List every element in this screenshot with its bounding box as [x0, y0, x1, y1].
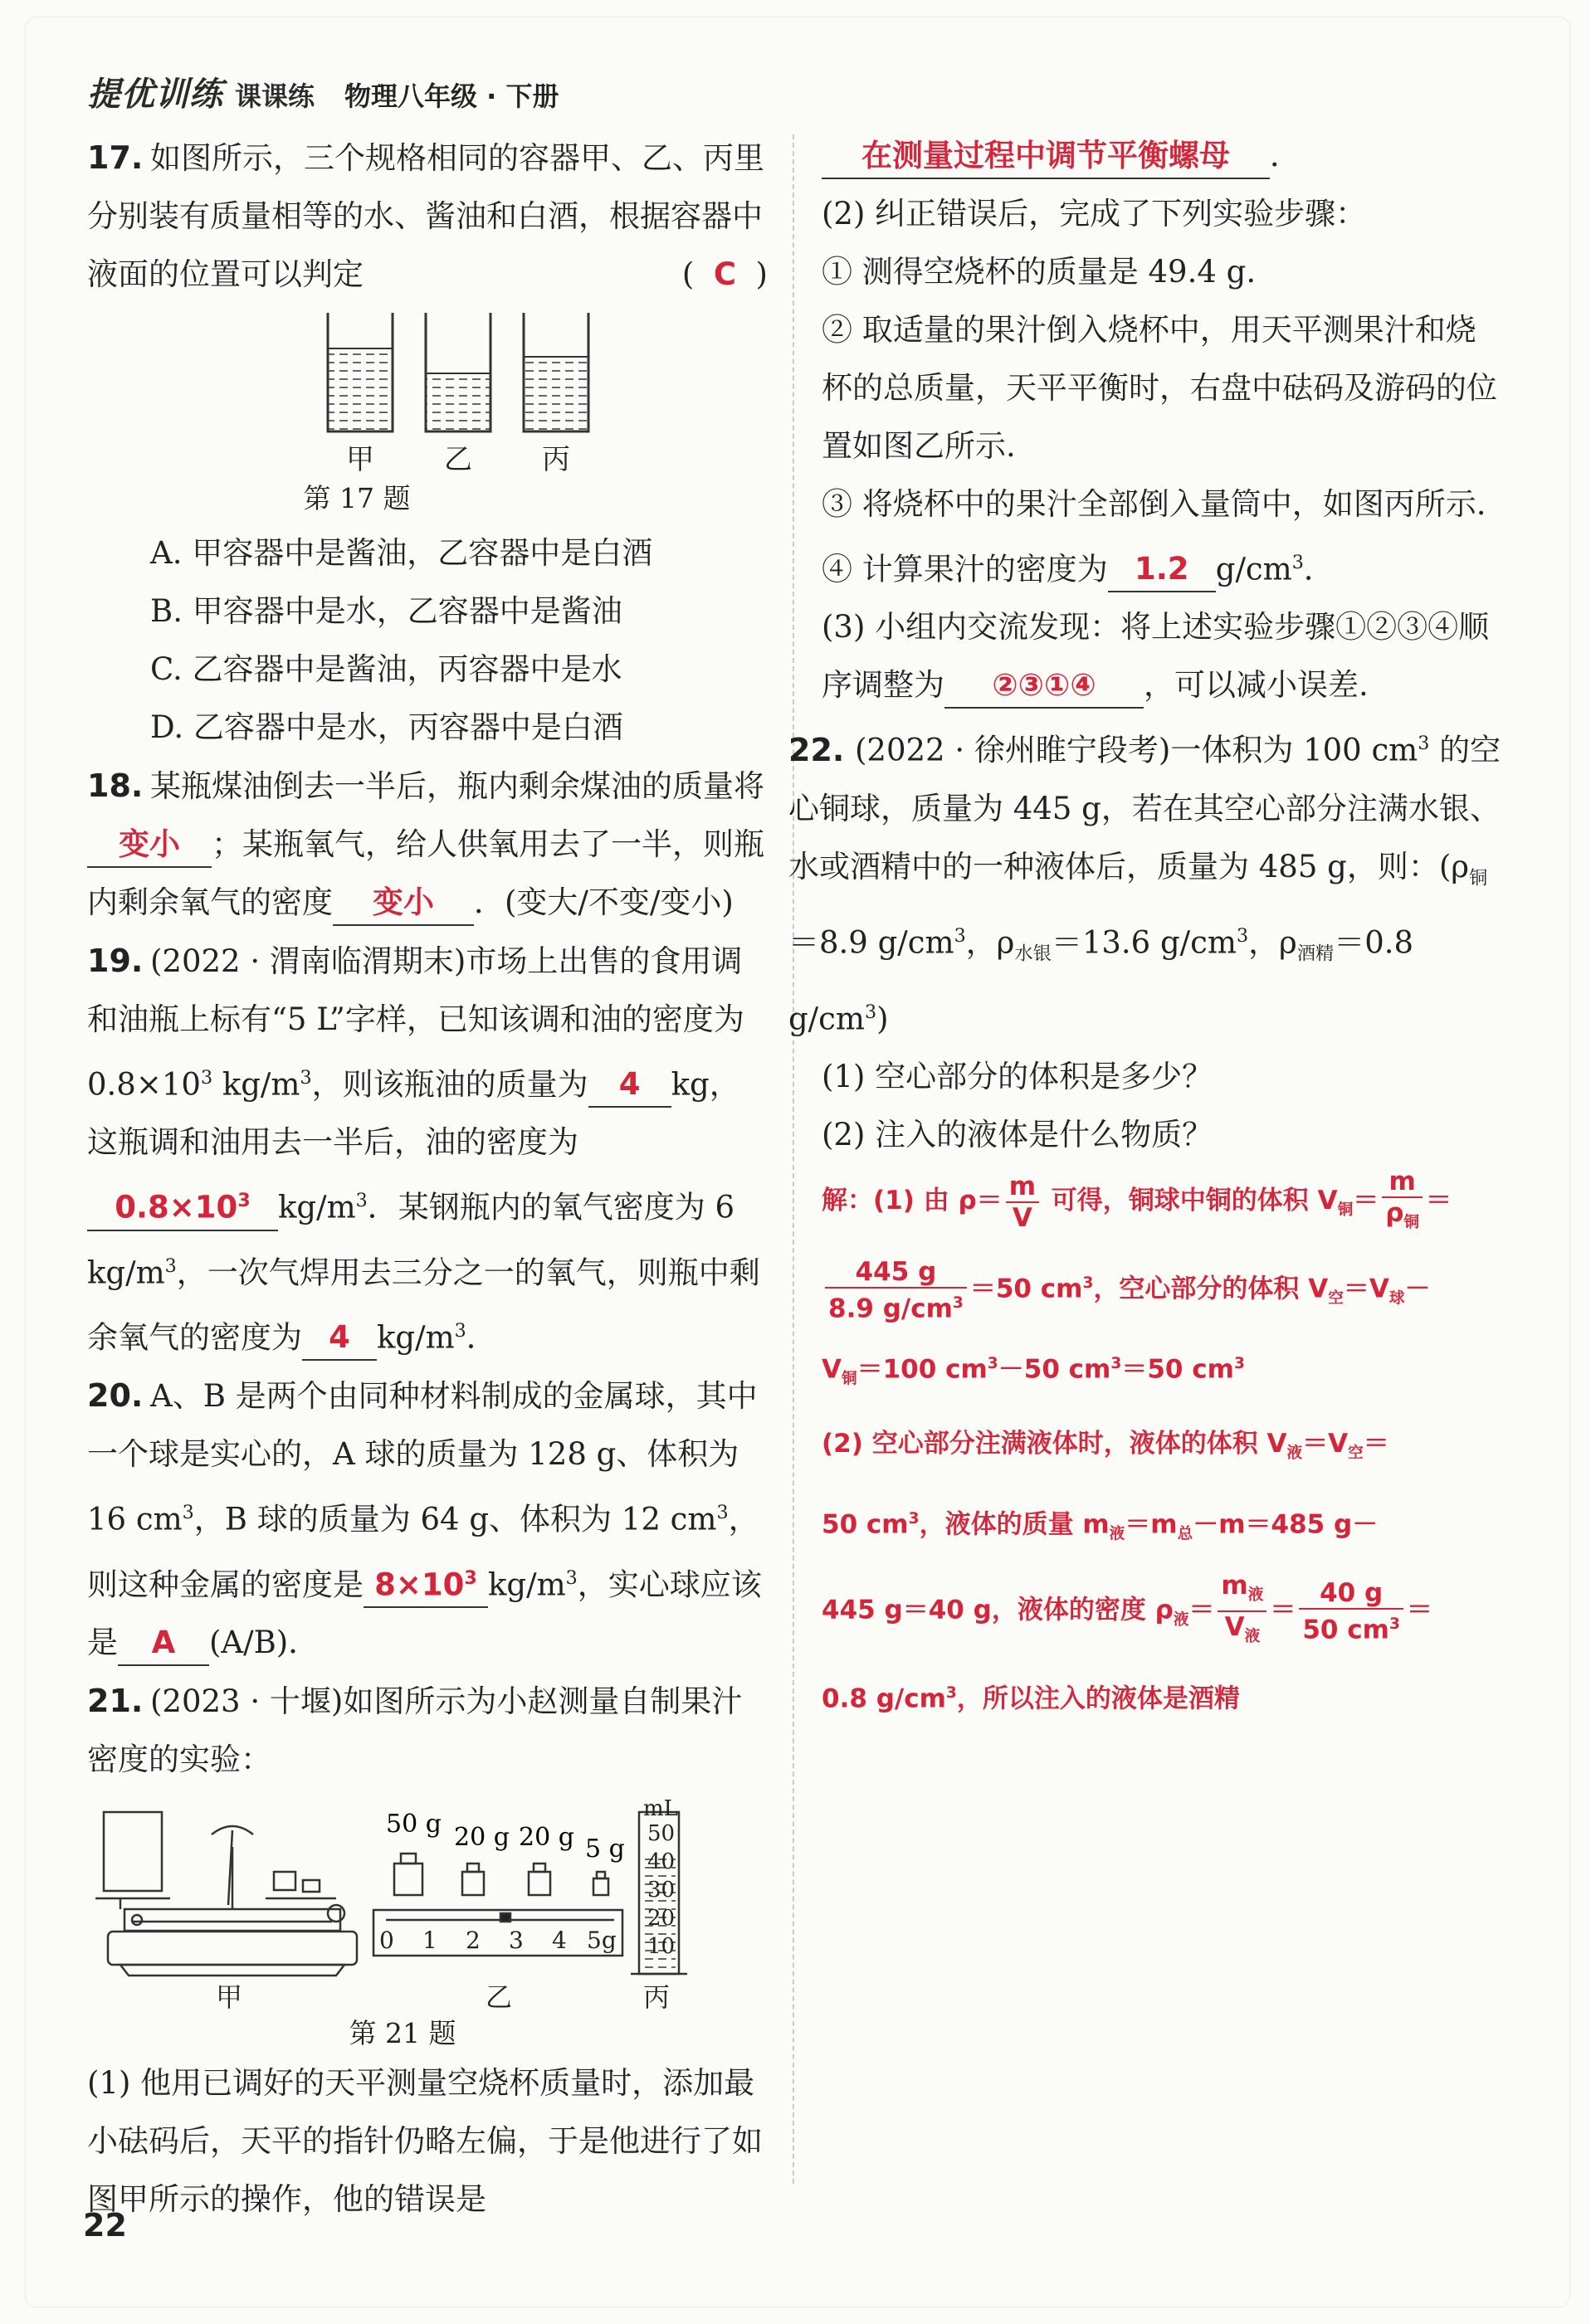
page-header: [87, 68, 559, 118]
step-text: ．: [1303, 551, 1335, 587]
blank-order: [944, 664, 1144, 709]
exponent: 3: [1233, 1354, 1245, 1372]
experiment-diagram: [87, 1797, 768, 2013]
part-text: ，可以减小误差.: [1144, 667, 1369, 704]
column-divider: [793, 134, 794, 2184]
tick-3: 3: [509, 1926, 524, 1954]
weight-label-20g-2: 20 g: [519, 1822, 574, 1852]
container-yi: [426, 313, 490, 431]
weights: [394, 1854, 608, 1895]
exponent: 3: [355, 1190, 368, 1212]
sol-text: 解：(1) 由 ρ＝: [822, 1186, 1003, 1216]
rider-scale: [373, 1910, 622, 1956]
exponent: 3: [1291, 552, 1304, 573]
question-text: 某瓶煤油倒去一半后，瓶内剩余煤油的质量将: [150, 768, 764, 804]
q21-part1-answer: [822, 127, 1502, 185]
subscript: 空: [1328, 1289, 1344, 1308]
option-c: C. 乙容器中是酱油，丙容器中是水: [150, 651, 622, 687]
question-text: kg/m: [278, 1189, 356, 1225]
option-a: A. 甲容器中是酱油，乙容器中是白酒: [150, 535, 653, 571]
q21-part2: (2) 纠正错误后，完成了下列实验步骤：: [822, 196, 1367, 231]
sol-text: ＝: [1270, 1595, 1296, 1625]
question-19: [87, 932, 768, 1367]
question-number: 22.: [788, 731, 845, 768]
label-bing: 丙: [643, 1981, 671, 2013]
q21-part3: [822, 598, 1502, 714]
question-number: 19.: [87, 943, 144, 979]
sol-text: ＝50 cm: [1121, 1354, 1234, 1385]
question-text: ，则这种金属的密度是: [87, 1501, 759, 1602]
containers-diagram: [87, 309, 768, 441]
question-text: ；某瓶氧气，给人供氧用去了一半，则瓶内剩余氧气的密度: [87, 826, 764, 920]
denominator: [1382, 1198, 1423, 1238]
question-text: ，B 球的质量为 64 g、体积为 12 cm: [193, 1501, 717, 1537]
numerator: m: [1006, 1172, 1039, 1203]
exponent: 3: [952, 1294, 964, 1312]
tick-40: 40: [647, 1849, 676, 1874]
tick-5g: 5g: [587, 1926, 617, 1954]
exponent: 3: [182, 1502, 194, 1524]
question-text: ，ρ: [965, 924, 1015, 961]
question-text: ．某钢瓶内的氧气密度为 6 kg/m: [87, 1189, 735, 1290]
solution: [822, 1164, 1502, 1735]
sol-text: ＝: [1426, 1186, 1452, 1216]
solution-line-5: [822, 1483, 1502, 1571]
blank-2: [118, 1621, 209, 1666]
answer-order: ②③①④: [992, 667, 1096, 704]
question-text: ．: [466, 1319, 497, 1356]
tick-1: 1: [422, 1926, 437, 1954]
subscript: 铜: [1469, 867, 1488, 889]
subscript: 空: [1348, 1445, 1364, 1463]
exponent: 3: [300, 1067, 312, 1089]
exponent: 3: [464, 1566, 477, 1589]
subscript: 总: [1177, 1525, 1193, 1543]
tick-50: 50: [647, 1820, 676, 1846]
tick-30: 30: [647, 1877, 676, 1903]
sol-text: ＝m: [1125, 1508, 1178, 1539]
denominator: [1299, 1610, 1403, 1644]
subject-title: 物理八年级 · 下册: [344, 80, 559, 112]
exponent: 3: [1110, 1354, 1122, 1372]
solution-line-1: [822, 1164, 1502, 1247]
exponent: 3: [1082, 1274, 1094, 1293]
q21-step1: ① 测得空烧杯的质量是 49.4 g.: [822, 254, 1257, 290]
fraction: [825, 1257, 967, 1323]
question-number: 18.: [87, 767, 144, 804]
label-jia: 甲: [216, 1981, 243, 2013]
exponent: 3: [987, 1354, 998, 1372]
weight-label-20g-1: 20 g: [454, 1822, 510, 1852]
tick-20: 20: [647, 1905, 676, 1931]
exponent: 3: [200, 1067, 213, 1089]
sol-text: －m＝485 g－: [1193, 1508, 1379, 1539]
exponent: 3: [1236, 925, 1249, 948]
solution-line-6: [822, 1571, 1502, 1657]
den-text: 8.9 g/cm: [828, 1294, 953, 1324]
tick-4: 4: [552, 1926, 567, 1954]
blank-1: [87, 823, 212, 868]
exponent: 3: [237, 1190, 251, 1212]
question-stem: (2023 · 十堰)如图所示为小赵测量自制果汁密度的实验：: [87, 1683, 743, 1777]
question-text: ，一次气焊用去三分之一的氧气，则瓶中剩余氧气的密度为: [87, 1254, 760, 1356]
container-bing: [524, 313, 588, 431]
question-text: ．(变大/不变/变小): [474, 884, 734, 920]
right-column: [788, 129, 1502, 1735]
sol-text: ，液体的质量 m: [919, 1508, 1110, 1539]
question-number: 17.: [87, 139, 144, 176]
question-20: [87, 1367, 768, 1672]
fraction: [1382, 1167, 1423, 1238]
numerator: [1218, 1571, 1266, 1612]
figure-21: [87, 1797, 768, 2013]
part-text: (3) 小组内交流发现：将上述实验步骤①②③④顺序调整为: [822, 609, 1490, 704]
left-column: [87, 129, 768, 2229]
answer-2: A: [151, 1624, 176, 1660]
label-jia: 甲: [346, 443, 374, 476]
blank-error: [822, 134, 1270, 179]
question-text: 的空心铜球，质量为 445 g，若在其空心部分注满水银、水或酒精中的一种液体后，质量为 485 g，则：(ρ: [788, 732, 1501, 884]
subscript: 液: [1109, 1525, 1125, 1543]
figure-labels: [216, 1981, 670, 2013]
exponent: 3: [716, 1502, 729, 1524]
exponent: 3: [864, 1001, 877, 1023]
blank-1: [588, 1063, 671, 1108]
answer: C: [713, 256, 737, 292]
exponent: 3: [1418, 733, 1430, 755]
subscript: 液: [1286, 1445, 1303, 1463]
question-22: [788, 714, 1502, 1048]
solution-line-4: [822, 1407, 1502, 1490]
fraction: [1299, 1578, 1403, 1644]
brand-title: 提优训练: [87, 76, 223, 114]
tick-10: 10: [647, 1933, 676, 1959]
sol-text: ＝V: [1302, 1429, 1349, 1459]
num-text: m: [1221, 1571, 1248, 1601]
question-stem: 如图所示，三个规格相同的容器甲、乙、丙里分别装有质量相等的水、酱油和白酒，根据容器中液面的位置可以判定: [87, 140, 764, 292]
sol-text: 445 g＝40 g，液体的密度 ρ: [822, 1595, 1174, 1625]
question-text: kg，这瓶调和油用去一半后，油的密度为: [87, 1066, 740, 1161]
answer-error: 在测量过程中调节平衡螺母: [861, 138, 1230, 173]
sol-text: 50 cm: [822, 1508, 909, 1539]
question-number: 21.: [87, 1682, 144, 1719]
q22-part2: (2) 注入的液体是什么物质？: [822, 1117, 1213, 1153]
solution-line-3: [822, 1328, 1502, 1416]
cylinder-unit: mL: [643, 1796, 678, 1821]
question-text: (2022 · 渭南临渭期末)市场上出售的食用调和油瓶上标有“5 L”字样，已知该调和油的密度为 0.8×10: [87, 943, 744, 1103]
container-jia: [328, 313, 393, 431]
question-18: [87, 757, 768, 932]
denominator: [1218, 1612, 1266, 1652]
cylinder-ticks: [643, 1797, 678, 1959]
sol-text: －50 cm: [998, 1354, 1111, 1385]
blank-1: [364, 1557, 488, 1608]
blank-density: [1108, 548, 1216, 592]
sol-text: 可得，铜球中铜的体积 V: [1042, 1186, 1338, 1216]
sol-text: ＝: [1363, 1429, 1389, 1459]
q22-part1: (1) 空心部分的体积是多少？: [822, 1059, 1213, 1095]
den-text: V: [1224, 1612, 1245, 1643]
fraction: [1218, 1571, 1266, 1652]
den-text: 50 cm: [1302, 1615, 1389, 1645]
blank-3: [302, 1316, 377, 1361]
denominator: V: [1012, 1202, 1032, 1233]
container-labels: [87, 441, 768, 478]
subscript: 酒精: [1296, 943, 1335, 965]
option-b: B. 甲容器中是水，乙容器中是酱油: [150, 593, 622, 629]
den-text: ρ: [1385, 1197, 1404, 1228]
exponent: 3: [954, 925, 966, 948]
sol-text: ＝: [1406, 1595, 1432, 1625]
subscript: 铜: [842, 1370, 857, 1388]
figure-caption: 第 21 题: [349, 2016, 456, 2049]
q21-step3: ③ 将烧杯中的果汁全部倒入量筒中，如图丙所示.: [822, 486, 1486, 522]
q21-part1: (1) 他用已调好的天平测量空烧杯质量时，添加最小砝码后，天平的指针仍略左偏，于是他进行了如图甲所示的操作，他的错误是: [87, 2064, 763, 2217]
exponent: 3: [454, 1319, 466, 1342]
option-d: D. 乙容器中是水，丙容器中是白酒: [150, 709, 623, 745]
punctuation: ．: [1270, 138, 1301, 173]
question-17: [87, 129, 768, 304]
subscript: 水银: [1014, 943, 1052, 965]
step-text: g/cm: [1215, 551, 1292, 587]
blank-2: [333, 881, 474, 926]
question-text: A、B 是两个由同种材料制成的金属球，其中一个球是实心的，A 球的质量为 128 g、体积为 16 cm: [87, 1378, 758, 1537]
tick-2: 2: [466, 1926, 481, 1954]
step-text: ④ 计算果汁的密度为: [822, 551, 1108, 587]
q21-step2: ② 取适量的果汁倒入烧杯中，用天平测果汁和烧杯的总质量，天平平衡时，右盘中砝码及游码的位置如图乙所示.: [822, 312, 1497, 464]
sol-text: ＝: [1188, 1595, 1215, 1625]
answer-1: 8×10: [374, 1566, 465, 1602]
question-text: ，则该瓶油的质量为: [311, 1066, 588, 1103]
question-text: (2022 · 徐州睢宁段考)一体积为 100 cm: [855, 732, 1418, 768]
solution-line-7: [822, 1657, 1502, 1735]
label-yi: 乙: [486, 1981, 513, 2013]
subscript: 铜: [1337, 1201, 1354, 1220]
brand-subtitle: 课课练: [235, 80, 315, 112]
sol-text: ＝50 cm: [969, 1274, 1083, 1304]
question-text: kg/m: [377, 1319, 455, 1356]
page-number: 22: [83, 2207, 127, 2244]
sol-text: ，所以注入的液体是酒精: [956, 1683, 1240, 1714]
sol-text: ＝: [1353, 1186, 1379, 1216]
numerator: 40 g: [1299, 1578, 1403, 1610]
sol-text: ＝100 cm: [857, 1354, 988, 1385]
question-text: ): [876, 1001, 889, 1037]
fraction: [1006, 1172, 1039, 1233]
figure-caption: 第 17 题: [303, 482, 411, 514]
subscript: 铜: [1403, 1213, 1419, 1231]
tick-0: 0: [379, 1926, 394, 1954]
subscript: 液: [1244, 1628, 1261, 1646]
answer-3: 4: [329, 1319, 350, 1356]
label-yi: 乙: [444, 443, 472, 476]
answer-density: 1.2: [1134, 551, 1189, 587]
solution-line-2: [822, 1247, 1502, 1336]
weight-label-50g: 50 g: [386, 1809, 442, 1839]
label-bing: 丙: [542, 443, 570, 476]
blank-2: [87, 1179, 278, 1230]
question-number: 20.: [87, 1377, 144, 1415]
sol-text: 0.8 g/cm: [822, 1683, 946, 1714]
question-text: kg/m: [212, 1066, 300, 1103]
numerator: m: [1382, 1167, 1423, 1198]
question-text: ＝13.6 g/cm: [1051, 924, 1237, 961]
sol-text: (2) 空心部分注满液体时，液体的体积 V: [822, 1429, 1287, 1459]
exponent: 3: [1388, 1615, 1400, 1634]
subscript: 液: [1247, 1586, 1264, 1605]
balance-jia: [95, 1812, 357, 1976]
sol-text: －: [1404, 1274, 1431, 1304]
exponent: 3: [565, 1566, 578, 1589]
question-21: [87, 1672, 768, 1789]
question-text: (A/B)．: [209, 1624, 320, 1660]
exponent: 3: [945, 1683, 957, 1702]
sol-text: ，空心部分的体积 V: [1093, 1274, 1329, 1304]
q21-step4: [822, 533, 1502, 598]
answer-1: 4: [618, 1066, 641, 1103]
sol-text: ＝V: [1343, 1274, 1389, 1304]
question-text: ＝8.9 g/cm: [788, 924, 954, 961]
weight-label-5g: 5 g: [585, 1834, 625, 1864]
subscript: 球: [1388, 1289, 1405, 1308]
answer-1: 变小: [119, 826, 180, 862]
answer-2: 0.8×10: [115, 1189, 238, 1225]
numerator: 445 g: [825, 1257, 967, 1289]
figure-17: [87, 309, 768, 441]
sol-text: V: [822, 1354, 842, 1385]
question-text: ，ρ: [1248, 924, 1297, 961]
exponent: 3: [908, 1509, 920, 1527]
exponent: 3: [164, 1255, 177, 1277]
answer-2: 变小: [373, 884, 434, 920]
answer-paren: ( C ): [681, 256, 768, 292]
question-text: ，实心球应该是: [87, 1566, 762, 1660]
subscript: 液: [1173, 1610, 1189, 1629]
question-text: kg/m: [488, 1566, 566, 1602]
denominator: [825, 1289, 967, 1323]
question-text: ＝0.8 g/cm: [788, 924, 1414, 1037]
scale-ticks: [379, 1927, 617, 1954]
